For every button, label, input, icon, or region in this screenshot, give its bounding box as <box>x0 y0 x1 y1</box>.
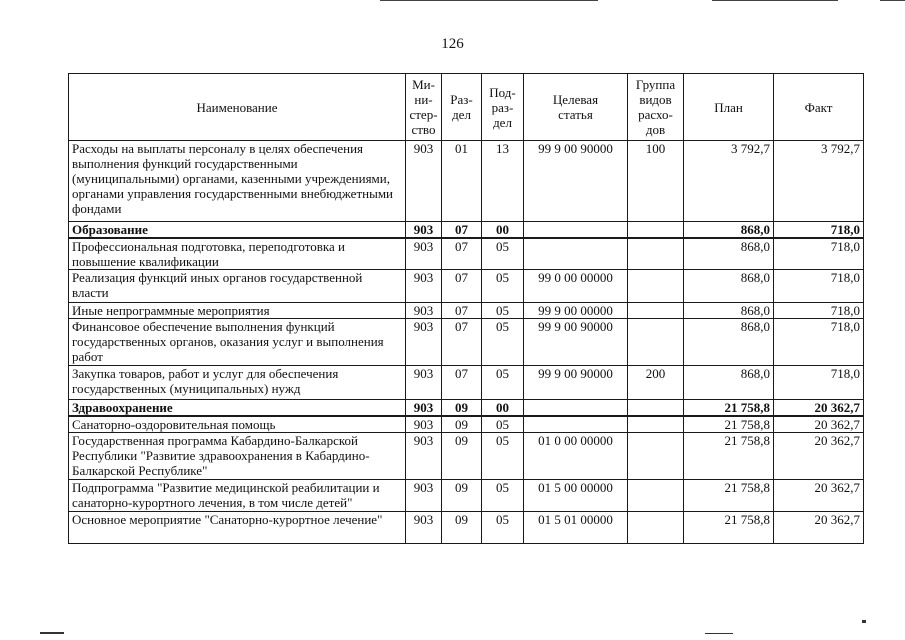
cell-group: 200 <box>628 366 684 400</box>
cell-target: 01 0 00 00000 <box>524 433 628 480</box>
cell-fact: 718,0 <box>774 238 864 270</box>
cell-section: 09 <box>442 480 482 512</box>
cell-plan: 868,0 <box>684 319 774 366</box>
scan-mark <box>705 633 733 634</box>
cell-name: Финансовое обеспечение выполнения функций государственных органов, оказания услуг и выполнения работ <box>69 319 406 366</box>
cell-target: 99 9 00 90000 <box>524 319 628 366</box>
table-row <box>69 319 864 366</box>
cell-group <box>628 303 684 319</box>
table-row <box>69 416 864 433</box>
cell-section: 07 <box>442 270 482 303</box>
cell-name: Реализация функций иных органов государственной власти <box>69 270 406 303</box>
scan-mark <box>712 0 838 1</box>
cell-ministry: 903 <box>406 512 442 544</box>
cell-fact: 718,0 <box>774 222 864 239</box>
cell-target: 01 5 00 00000 <box>524 480 628 512</box>
cell-target: 99 0 00 00000 <box>524 270 628 303</box>
cell-plan: 868,0 <box>684 222 774 239</box>
cell-section: 01 <box>442 141 482 222</box>
cell-plan: 868,0 <box>684 238 774 270</box>
cell-ministry: 903 <box>406 480 442 512</box>
cell-name: Иные непрограммные мероприятия <box>69 303 406 319</box>
col-header-group: Группа видов расхо- дов <box>628 74 684 141</box>
cell-fact: 20 362,7 <box>774 400 864 417</box>
cell-fact: 20 362,7 <box>774 433 864 480</box>
page-number: 126 <box>441 36 464 52</box>
cell-plan: 868,0 <box>684 366 774 400</box>
col-header-name <box>69 74 406 141</box>
scan-mark <box>380 0 598 1</box>
cell-plan: 21 758,8 <box>684 433 774 480</box>
col-header-plan: План <box>684 74 774 141</box>
cell-ministry: 903 <box>406 222 442 239</box>
header-label: Наименование <box>196 99 278 115</box>
cell-ministry: 903 <box>406 303 442 319</box>
scan-mark <box>862 620 866 623</box>
cell-fact: 20 362,7 <box>774 480 864 512</box>
cell-ministry: 903 <box>406 319 442 366</box>
cell-target: 99 9 00 90000 <box>524 141 628 222</box>
cell-section: 09 <box>442 416 482 433</box>
col-header-section: Раз- дел <box>442 74 482 141</box>
cell-target: 99 9 00 90000 <box>524 366 628 400</box>
cell-plan: 868,0 <box>684 303 774 319</box>
cell-fact: 718,0 <box>774 319 864 366</box>
cell-subsection: 05 <box>482 433 524 480</box>
cell-name: Закупка товаров, работ и услуг для обеспечения государственных (муниципальных) нужд <box>69 366 406 400</box>
cell-ministry: 903 <box>406 416 442 433</box>
cell-section: 09 <box>442 400 482 417</box>
cell-fact: 20 362,7 <box>774 416 864 433</box>
cell-fact: 718,0 <box>774 366 864 400</box>
cell-name: Государственная программа Кабардино-Балкарской Республики "Развитие здравоохранения в Кабардино-Балкарской Республике" <box>69 433 406 480</box>
cell-name: Образование <box>69 222 406 239</box>
cell-plan: 21 758,8 <box>684 480 774 512</box>
cell-name: Основное мероприятие "Санаторно-курортное лечение" <box>69 512 406 544</box>
cell-fact: 20 362,7 <box>774 512 864 544</box>
cell-section: 09 <box>442 512 482 544</box>
cell-name: Подпрограмма "Развитие медицинской реабилитации и санаторно-курортного лечения, в том числе детей" <box>69 480 406 512</box>
cell-ministry: 903 <box>406 433 442 480</box>
cell-plan: 21 758,8 <box>684 416 774 433</box>
cell-subsection: 00 <box>482 400 524 417</box>
table-row <box>69 141 864 222</box>
cell-ministry: 903 <box>406 238 442 270</box>
cell-section: 09 <box>442 433 482 480</box>
cell-ministry: 903 <box>406 366 442 400</box>
cell-plan: 3 792,7 <box>684 141 774 222</box>
cell-group <box>628 319 684 366</box>
budget-table <box>68 73 864 544</box>
cell-subsection: 05 <box>482 480 524 512</box>
cell-group <box>628 222 684 239</box>
cell-subsection: 05 <box>482 416 524 433</box>
cell-subsection: 05 <box>482 303 524 319</box>
table-row <box>69 366 864 400</box>
cell-ministry: 903 <box>406 141 442 222</box>
cell-target <box>524 400 628 417</box>
cell-name: Профессиональная подготовка, переподготовка и повышение квалификации <box>69 238 406 270</box>
cell-name: Здравоохранение <box>69 400 406 417</box>
cell-subsection: 05 <box>482 512 524 544</box>
table-row <box>69 270 864 303</box>
cell-fact: 718,0 <box>774 303 864 319</box>
cell-fact: 3 792,7 <box>774 141 864 222</box>
cell-ministry: 903 <box>406 270 442 303</box>
cell-subsection: 05 <box>482 270 524 303</box>
cell-group <box>628 270 684 303</box>
cell-target: 01 5 01 00000 <box>524 512 628 544</box>
cell-subsection: 13 <box>482 141 524 222</box>
scan-mark <box>880 0 905 1</box>
col-header-target: Целевая статья <box>524 74 628 141</box>
table-row <box>69 480 864 512</box>
cell-target: 99 9 00 00000 <box>524 303 628 319</box>
cell-plan: 868,0 <box>684 270 774 303</box>
cell-plan: 21 758,8 <box>684 512 774 544</box>
col-header-subsection: Под- раз- дел <box>482 74 524 141</box>
cell-target <box>524 238 628 270</box>
cell-section: 07 <box>442 319 482 366</box>
scan-mark <box>40 632 64 634</box>
cell-subsection: 05 <box>482 319 524 366</box>
cell-target <box>524 222 628 239</box>
table-section-row <box>69 400 864 417</box>
cell-group <box>628 400 684 417</box>
table-row <box>69 512 864 544</box>
cell-name: Санаторно-оздоровительная помощь <box>69 416 406 433</box>
col-header-ministry: Ми- ни- стер- ство <box>406 74 442 141</box>
table-header-row <box>69 74 864 141</box>
cell-group <box>628 416 684 433</box>
cell-name: Расходы на выплаты персоналу в целях обеспечения выполнения функций государственными (муниципальными) органами, казенными учреждениями, органами управления государственными внебюджетными фондами <box>69 141 406 222</box>
cell-group: 100 <box>628 141 684 222</box>
cell-fact: 718,0 <box>774 270 864 303</box>
cell-plan: 21 758,8 <box>684 400 774 417</box>
table-row <box>69 303 864 319</box>
table-section-row <box>69 222 864 239</box>
cell-subsection: 00 <box>482 222 524 239</box>
cell-section: 07 <box>442 222 482 239</box>
table-body <box>69 141 864 544</box>
cell-section: 07 <box>442 303 482 319</box>
cell-subsection: 05 <box>482 238 524 270</box>
cell-section: 07 <box>442 238 482 270</box>
cell-section: 07 <box>442 366 482 400</box>
cell-target <box>524 416 628 433</box>
cell-group <box>628 512 684 544</box>
cell-ministry: 903 <box>406 400 442 417</box>
col-header-fact: Факт <box>774 74 864 141</box>
table-row <box>69 238 864 270</box>
cell-group <box>628 480 684 512</box>
cell-group <box>628 433 684 480</box>
table-row <box>69 433 864 480</box>
cell-group <box>628 238 684 270</box>
cell-subsection: 05 <box>482 366 524 400</box>
